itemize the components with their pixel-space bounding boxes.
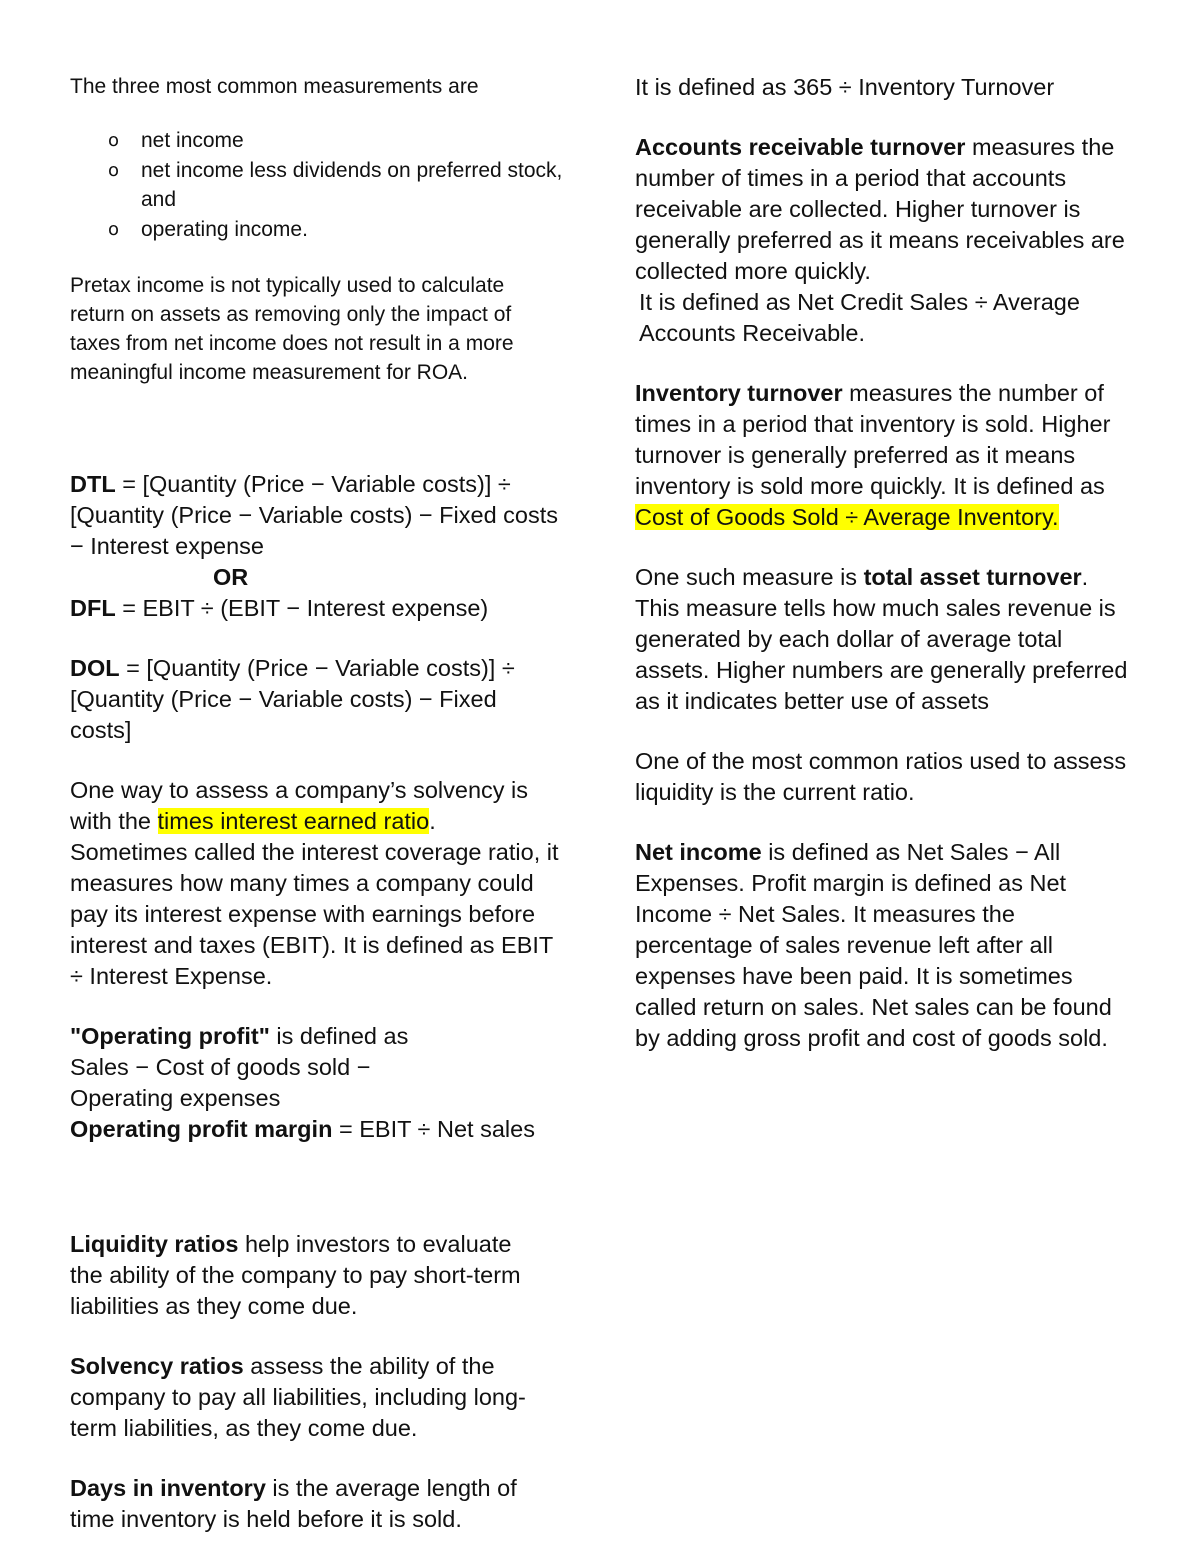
opm-label: Operating profit margin: [70, 1116, 333, 1142]
list-item: o net income: [70, 126, 570, 156]
days-in-inventory-def: It is defined as 365 ÷ Inventory Turnover: [635, 74, 1055, 100]
net-income-label: Net income: [635, 839, 762, 865]
solvency-ratios-label: Solvency ratios: [70, 1353, 244, 1379]
left-column: [70, 72, 570, 1535]
total-asset-turnover-label: total asset turnover: [863, 564, 1082, 590]
dol-label: DOL: [70, 655, 120, 681]
ar-turnover-def: It is defined as Net Credit Sales ÷ Average Accounts Receivable.: [639, 289, 1080, 346]
bullet-mark: o: [108, 159, 120, 181]
net-income-paragraph: Net income is defined as Net Sales − All Expenses. Profit margin is defined as Net Income ÷ Net Sales. It measures the percentage of sales revenue left after all expenses have been paid. It is sometimes called return on sales. Net sales can be found by adding gross profit and cost of goods sold.: [635, 839, 1112, 1051]
total-asset-turnover-paragraph: One such measure is total asset turnover. This measure tells how much sales revenue is generated by each dollar of average total assets. Higher numbers are generally preferred as it indicates better use of assets: [635, 564, 1128, 714]
operating-profit-formula: Sales − Cost of goods sold − Operating expenses: [70, 1054, 371, 1111]
dfl-label: DFL: [70, 595, 116, 621]
dtl-formula: DTL = [Quantity (Price − Variable costs)] ÷ [Quantity (Price − Variable costs) − Fixed costs − Interest expense: [70, 471, 559, 559]
measurements-list: [70, 126, 570, 244]
list-item: o net income less dividends on preferred stock, and: [70, 156, 570, 215]
tie-paragraph: One way to assess a company’s solvency is with the times interest earned ratio.: [70, 777, 529, 834]
tie-body: Sometimes called the interest coverage ratio, it measures how many times a company could pay its interest expense with earnings before interest and taxes (EBIT). It is defined as EBIT ÷ Interest Expense.: [70, 839, 559, 989]
liquidity-ratios-paragraph: Liquidity ratios help investors to evaluate the ability of the company to pay short-term liabilities as they come due.: [70, 1231, 521, 1319]
or-separator: OR: [213, 564, 249, 590]
dfl-formula: DFL = EBIT ÷ (EBIT − Interest expense): [70, 595, 489, 621]
pretax-paragraph: Pretax income is not typically used to calculate return on assets as removing only the impact of taxes from net income does not result in a more meaningful income measurement for ROA.: [70, 274, 514, 384]
days-in-inventory-paragraph: Days in inventory is the average length of time inventory is held before it is sold.: [70, 1475, 517, 1532]
operating-profit-def: "Operating profit" is defined as: [70, 1023, 409, 1049]
inventory-turnover-label: Inventory turnover: [635, 380, 843, 406]
ar-turnover-paragraph: Accounts receivable turnover measures the number of times in a period that accounts receivable are collected. Higher turnover is generally preferred as it means receivables are collected more quickly.: [635, 134, 1125, 284]
dol-formula: DOL = [Quantity (Price − Variable costs)] ÷ [Quantity (Price − Variable costs) − Fixed costs]: [70, 655, 515, 743]
bullet-mark: o: [108, 218, 120, 240]
list-item: o operating income.: [70, 215, 570, 245]
intro-text: The three most common measurements are: [70, 75, 479, 98]
right-column: [635, 72, 1135, 1054]
liquidity-ratios-label: Liquidity ratios: [70, 1231, 239, 1257]
current-ratio-paragraph: One of the most common ratios used to assess liquidity is the current ratio.: [635, 748, 1127, 805]
bullet-mark: o: [108, 130, 120, 151]
operating-profit-label: "Operating profit": [70, 1023, 270, 1049]
dtl-label: DTL: [70, 471, 116, 497]
ar-turnover-label: Accounts receivable turnover: [635, 134, 966, 160]
days-in-inventory-label: Days in inventory: [70, 1475, 266, 1501]
highlight-times-interest-earned: times interest earned ratio: [157, 808, 430, 834]
solvency-ratios-paragraph: Solvency ratios assess the ability of the company to pay all liabilities, including long-term liabilities, as they come due.: [70, 1353, 526, 1441]
inventory-turnover-paragraph: Inventory turnover measures the number of times in a period that inventory is sold. Higher turnover is generally preferred as it means inventory is sold more quickly. It is defined as Cost of Goods Sold ÷ Average Inventory.: [635, 380, 1111, 530]
operating-profit-margin: Operating profit margin = EBIT ÷ Net sales: [70, 1116, 535, 1142]
highlight-inventory-formula: Cost of Goods Sold ÷ Average Inventory.: [635, 504, 1059, 530]
